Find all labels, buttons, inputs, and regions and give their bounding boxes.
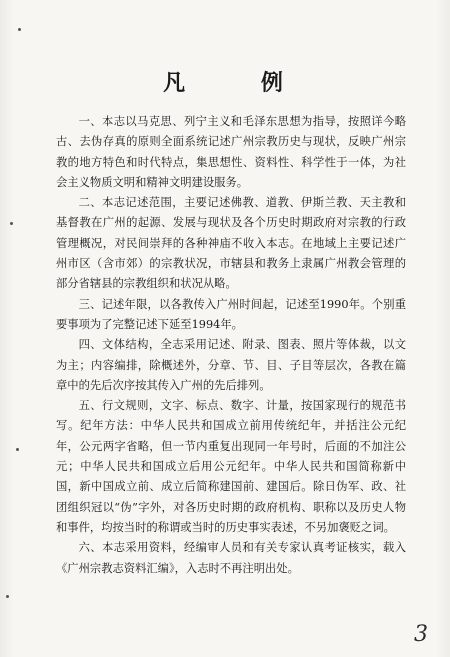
scan-speck [18,28,21,31]
paragraph-2: 二、本志记述范围，主要记述佛教、道教、伊斯兰教、天主教和基督教在广州的起源、发展与现状及各个历史时期政府对宗教的行政管理概况，对民间崇拜的各种神庙不收入本志。在地域上主要记述广州市区（含市郊）的宗教状况，市辖县和教务上隶属广州教会管理的部分省辖县的宗教组织和状况从略。 [56,196,406,291]
document-body [56,112,406,579]
paragraph-5: 五、行文规则，文字、标点、数字、计量，按国家现行的规范书写。纪年方法：中华人民共和国成立前用传统纪年，并括注公元纪年，公元两字省略，但一节内重复出现同一年号时，后面的不加注公元；中华人民共和国成立后用公元纪年。中华人民共和国简称新中国，新中国成立前、成立后简称建国前、建国后。除日伪军、政、社团组织冠以“伪”字外，对各历史时期的政府机构、职称以及历史人物和事件，均按当时的称谓或当时的历史事实表述，不另加褒贬之词。 [56,399,406,534]
scan-speck [16,448,19,451]
paragraph-6: 六、本志采用资料，经编审人员和有关专家认真考证核实，载入《广州宗教志资料汇编》，入志时不再注明出处。 [56,541,406,575]
scan-speck [10,222,13,225]
scan-speck [6,595,9,598]
page-title: 凡 例 [163,70,317,96]
paragraph-4: 四、文体结构，全志采用记述、附录、图表、照片等体裁，以文为主；内容编排，除概述外，分章、节、目、子目等层次，各教在篇章中的先后次序按其传入广州的先后排列。 [56,338,406,392]
handwritten-page-mark: 3 [414,622,428,647]
paragraph-3: 三、记述年限，以各教传入广州时间起，记述至1990年。个别重要事项为了完整记述下延至1994年。 [56,297,406,331]
paragraph-1: 一、本志以马克思、列宁主义和毛泽东思想为指导，按照详今略古、去伪存真的原则全面系统记述广州宗教历史与现状，反映广州宗教的地方特色和时代特点，集思想性、资料性、科学性于一体，为社会主义物质文明和精神文明建设服务。 [56,115,406,189]
